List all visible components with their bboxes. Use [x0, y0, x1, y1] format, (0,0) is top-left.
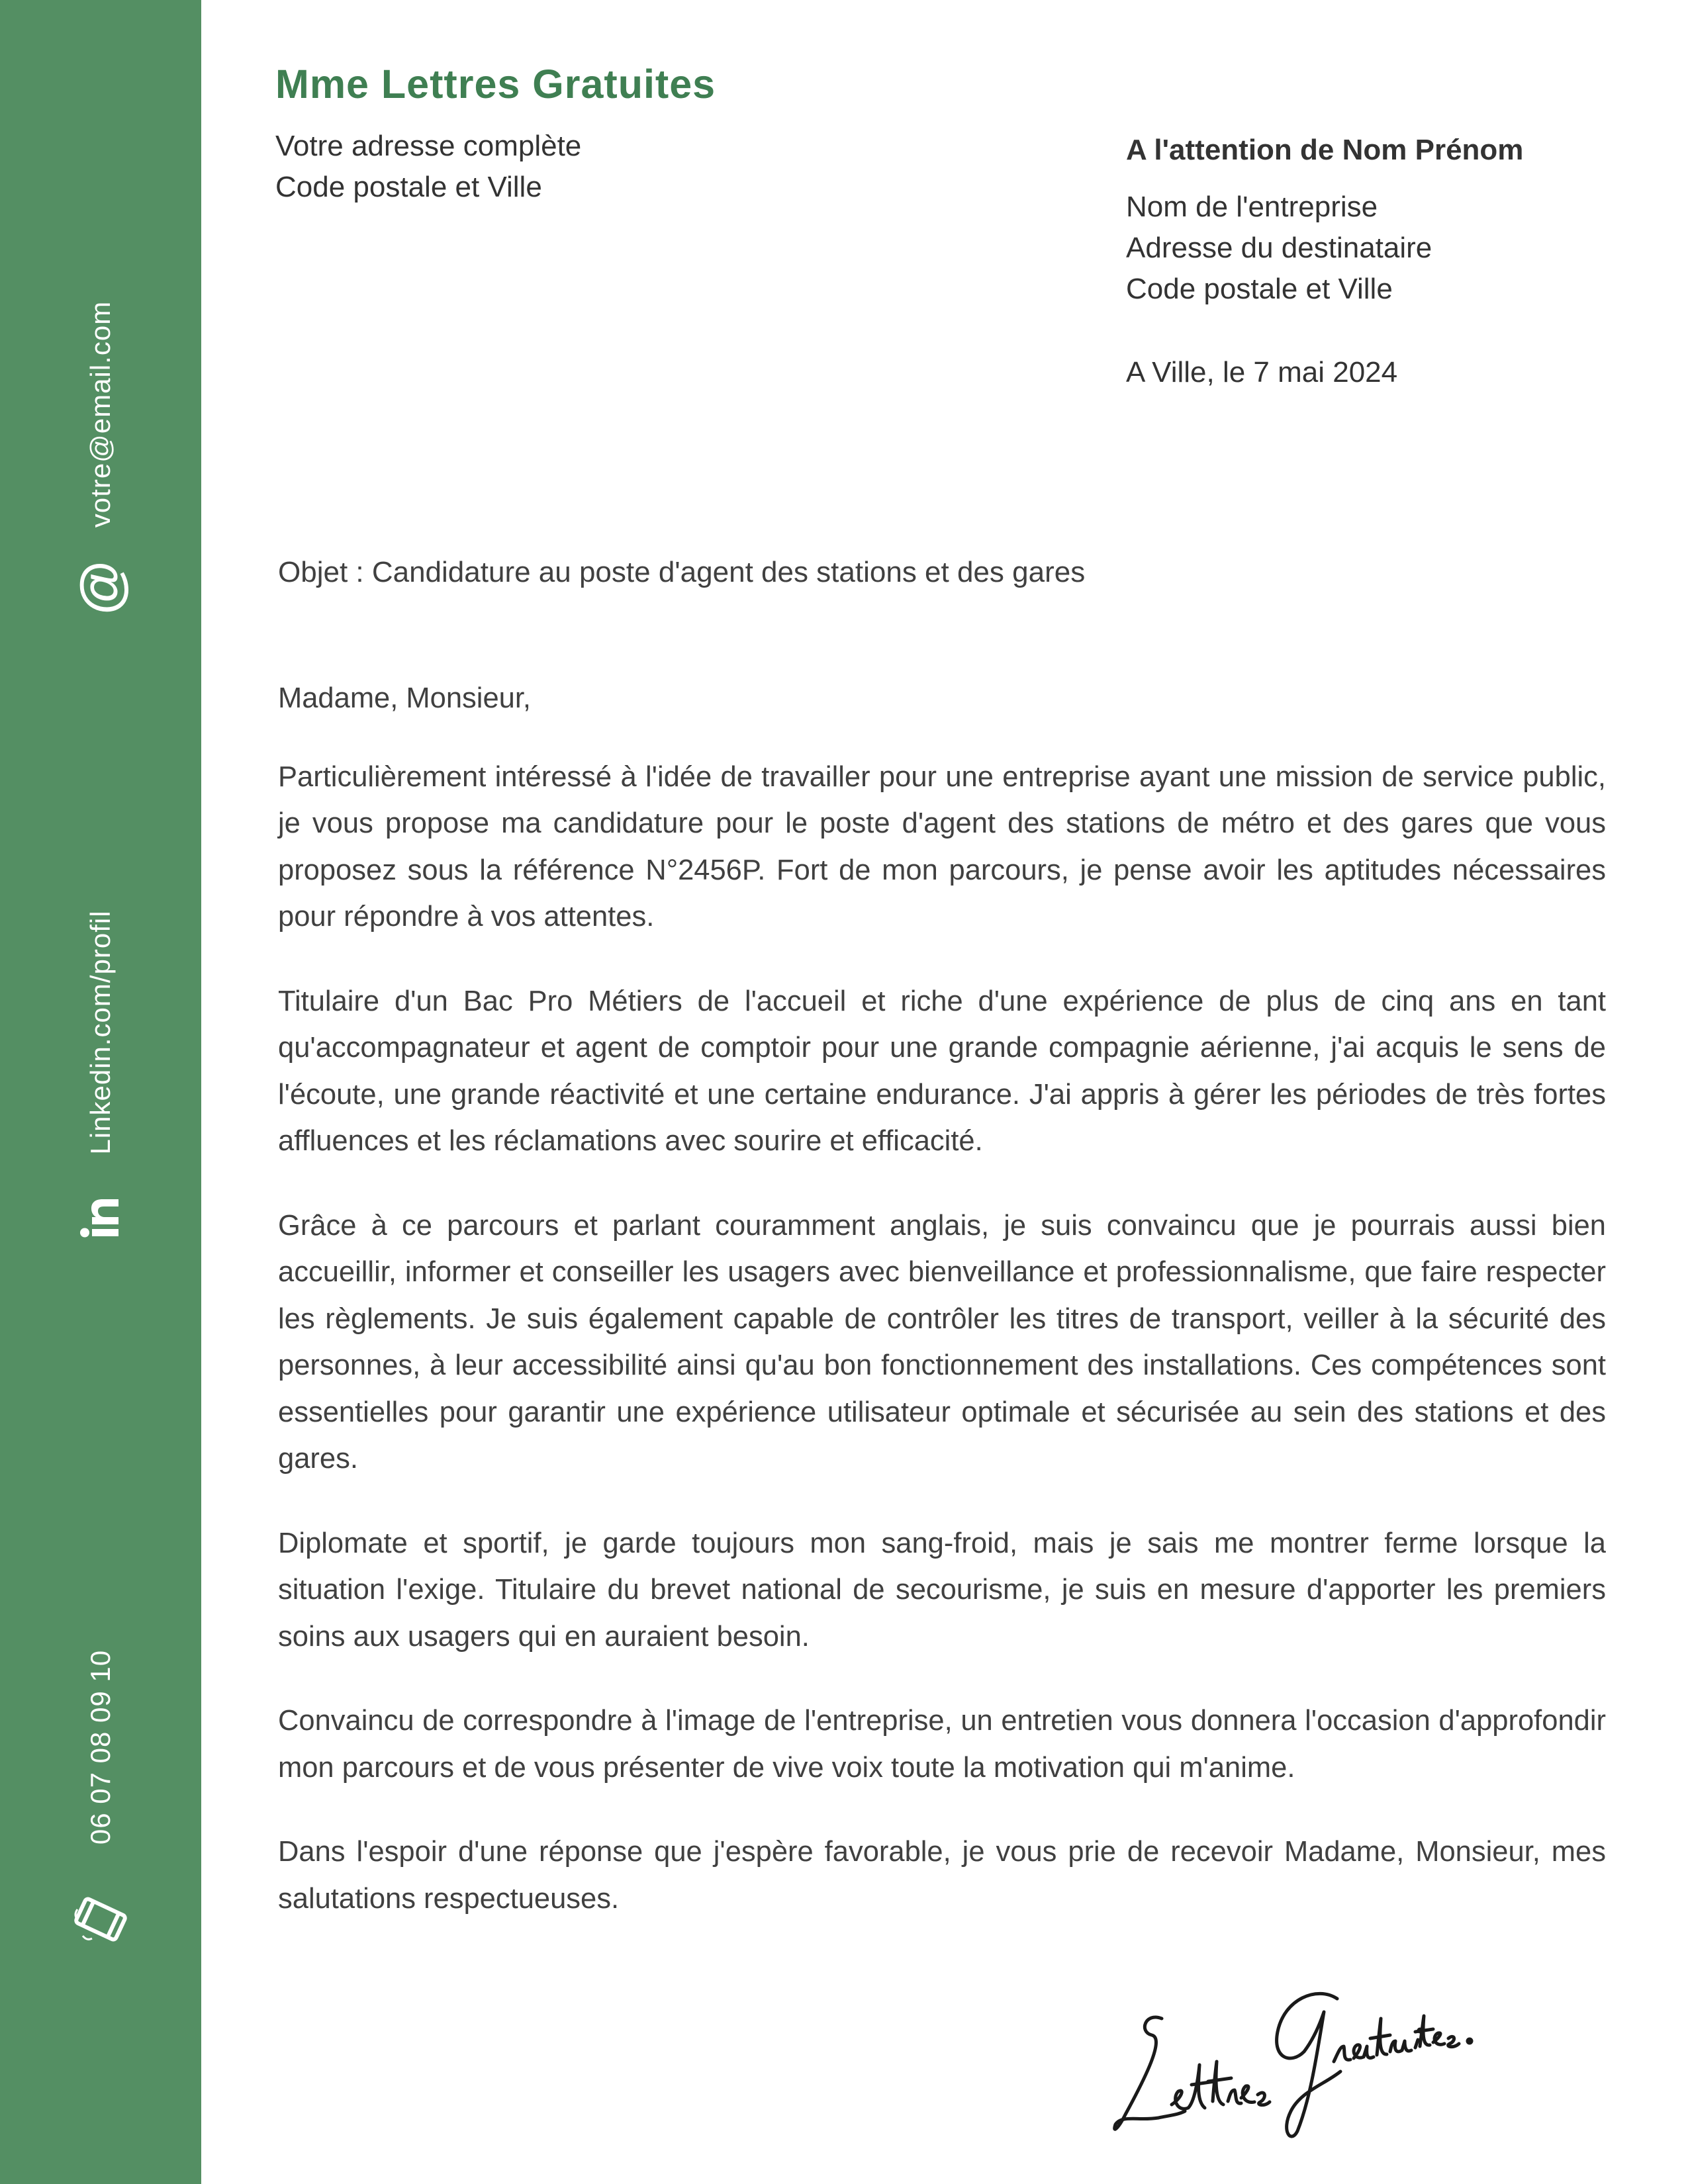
recipient-block [1126, 130, 1523, 310]
recipient-company: Nom de l'entreprise [1126, 191, 1378, 223]
paragraph-5: Convaincu de correspondre à l'image de l'entreprise, un entretien vous donnera l'occasion d'approfondir mon parcours et de vous présenter de vive voix toute la motivation qui m'anime. [278, 1705, 1606, 1784]
recipient-attention: A l'attention de Nom Prénom [1126, 134, 1524, 166]
linkedin-icon [77, 1195, 124, 1241]
paragraph-1: Particulièrement intéressé à l'idée de travailler pour une entreprise ayant une mission de service public, je vous propose ma candidature pour le poste d'agent des stations de métro et des gares que vous proposez sous la référence N°2456P. Fort de mon parcours, je pense avoir les aptitudes nécessaires pour répondre à vos attentes. [278, 760, 1606, 933]
recipient-address: Adresse du destinataire [1126, 232, 1432, 264]
handwritten-signature [1099, 1972, 1483, 2144]
sender-name: Mme Lettres Gratuites [275, 62, 716, 107]
linkedin-text[interactable]: Linkedin.com/profil [85, 910, 116, 1155]
paragraph-3: Grâce à ce parcours et parlant couramment anglais, je suis convaincu que je pourrais aussi bien accueillir, informer et conseiller les usagers avec bienveillance et professionnalisme, que faire respecter les règlements. Je suis également capable de contrôler les titres de transport, veiller à la sécurité des personnes, à leur accessibilité ainsi qu'au bon fonctionnement des installations. Ces compétences sont essentielles pour garantir une expérience utilisateur optimale et sécurisée au sein des stations et des gares. [278, 1209, 1606, 1475]
sender-address-line1: Votre adresse complète [275, 130, 582, 162]
sender-address-line2: Code postale et Ville [275, 171, 542, 203]
contact-sidebar [0, 0, 201, 2184]
letter-subject: Objet : Candidature au poste d'agent des stations et des gares [278, 556, 1086, 588]
paragraph-2: Titulaire d'un Bac Pro Métiers de l'accueil et riche d'une expérience de plus de cinq ans en tant qu'accompagnateur et agent de comptoir pour une grande compagnie aérienne, j'ai acquis le sens de l'écoute, une grande réactivité et une certaine endurance. J'ai appris à gérer les périodes de très fortes affluences et les réclamations avec sourire et efficacité. [278, 985, 1606, 1157]
paragraph-4: Diplomate et sportif, je garde toujours mon sang-froid, mais je sais me montrer ferme lorsque la situation l'exige. Titulaire du brevet national de secourisme, je suis en mesure d'apporter les premiers soins aux usagers qui en auraient besoin. [278, 1527, 1606, 1653]
letter-body [278, 675, 1606, 1960]
phone-icon [71, 1889, 130, 1949]
sender-address [275, 126, 581, 208]
greeting: Madame, Monsieur, [278, 682, 532, 714]
phone-text[interactable]: 06 07 08 09 10 [85, 1649, 116, 1845]
at-icon: @ [69, 561, 132, 615]
paragraph-6: Dans l'espoir d'une réponse que j'espère favorable, je vous prie de recevoir Madame, Monsieur, mes salutations respectueuses. [278, 1836, 1606, 1915]
letter-date: A Ville, le 7 mai 2024 [1126, 356, 1398, 388]
email-text[interactable]: votre@email.com [85, 300, 116, 528]
recipient-city: Code postale et Ville [1126, 273, 1393, 305]
